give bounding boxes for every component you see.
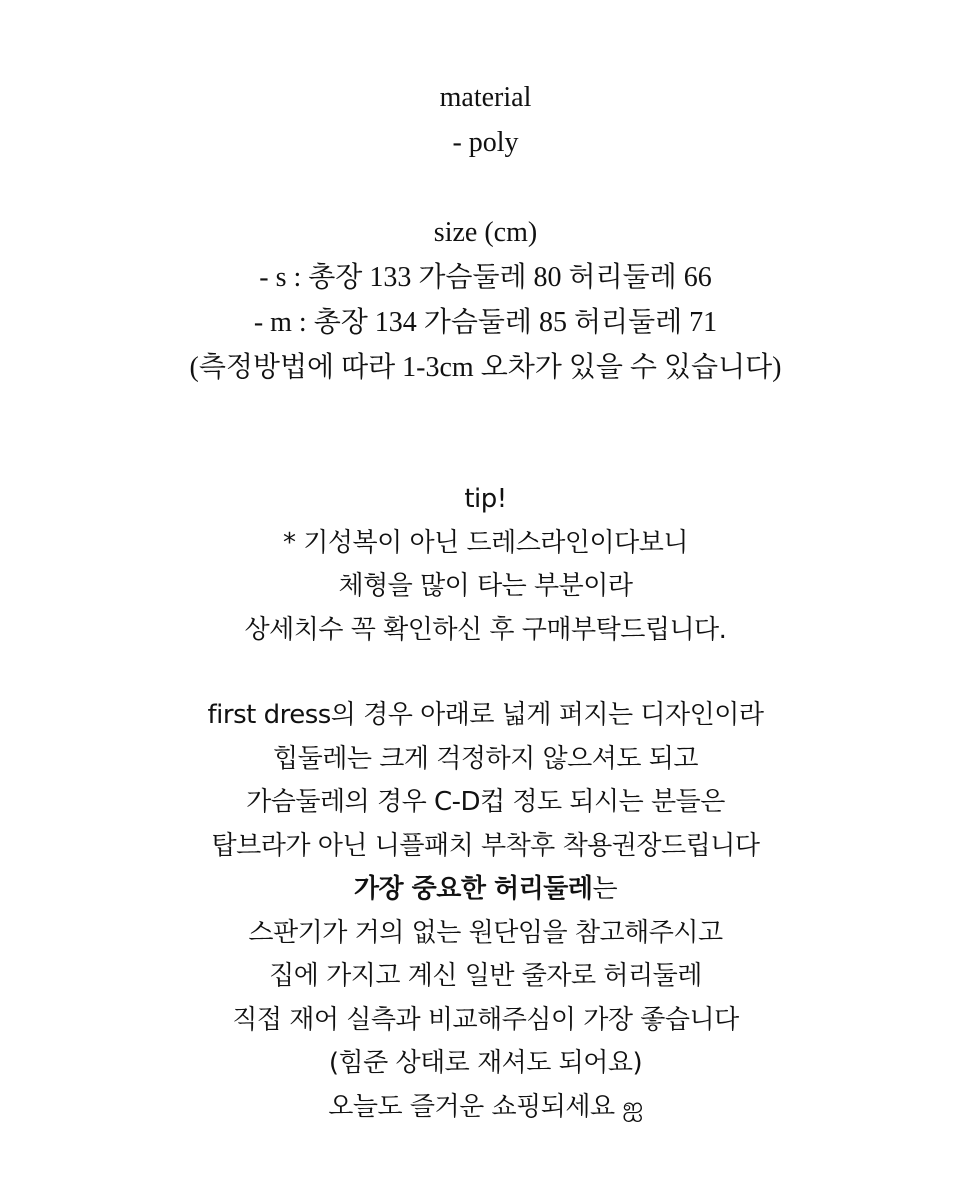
waist-emphasis-rest: 는 bbox=[592, 874, 618, 904]
dress-line: 집에 가지고 계신 일반 줄자로 허리둘레 bbox=[269, 961, 702, 991]
dress-line: first dress의 경우 아래로 넓게 퍼지는 디자인이라 bbox=[207, 700, 764, 730]
dress-line: 탑브라가 아닌 니플패치 부착후 착용권장드립니다 bbox=[211, 830, 760, 861]
dress-line: 가슴둘레의 경우 C-D컵 정도 되시는 분들은 bbox=[246, 787, 725, 817]
tip-section bbox=[0, 478, 971, 652]
dress-section bbox=[0, 694, 971, 1129]
waist-emphasis-bold: 가장 중요한 허리둘레 bbox=[353, 874, 593, 904]
dress-line: 직접 재어 실측과 비교해주심이 가장 좋습니다 bbox=[232, 1004, 739, 1035]
size-section bbox=[0, 210, 971, 390]
tip-line: 상세치수 꼭 확인하신 후 구매부탁드립니다. bbox=[244, 614, 727, 645]
size-heading: size (cm) bbox=[433, 217, 538, 248]
tip-line: 체형을 많이 타는 부분이라 bbox=[338, 571, 633, 601]
material-heading: material bbox=[439, 82, 532, 113]
dress-line: 스판기가 거의 없는 원단임을 참고해주시고 bbox=[248, 917, 723, 948]
size-note: (측정방법에 따라 1-3cm 오차가 있을 수 있습니다) bbox=[189, 352, 782, 383]
tip-heading: tip! bbox=[464, 484, 507, 514]
tip-line: * 기성복이 아닌 드레스라인이다보니 bbox=[282, 527, 689, 558]
material-value: - poly bbox=[452, 127, 519, 158]
dress-line: (힘준 상태로 재셔도 되어요) bbox=[328, 1048, 643, 1078]
size-s-line: - s : 총장 133 가슴둘레 80 허리둘레 66 bbox=[259, 262, 712, 293]
material-section bbox=[0, 75, 971, 165]
closing-line: 오늘도 즐거운 쇼핑되세요 ஐ bbox=[328, 1091, 643, 1122]
dress-line: 힙둘레는 크게 걱정하지 않으셔도 되고 bbox=[273, 743, 698, 774]
dress-emphasis-line bbox=[0, 868, 971, 912]
size-m-line: - m : 총장 134 가슴둘레 85 허리둘레 71 bbox=[253, 307, 718, 338]
